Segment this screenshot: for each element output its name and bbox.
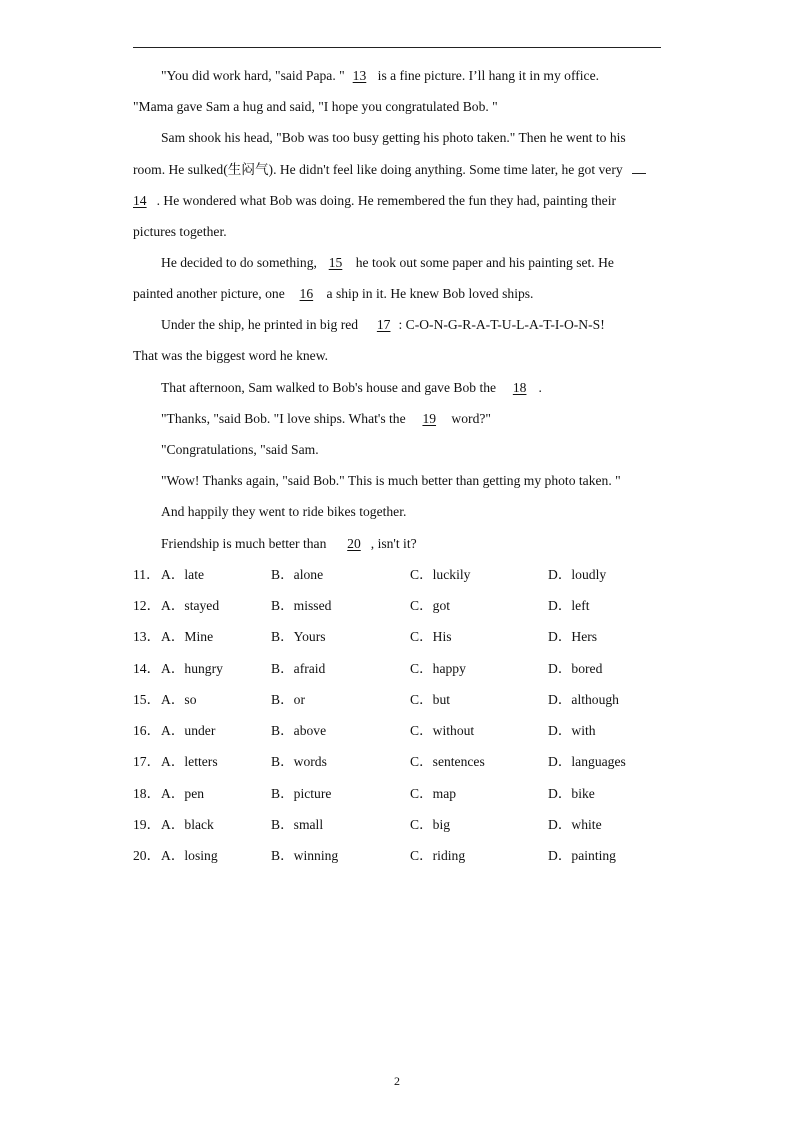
blank-14: 14 xyxy=(133,193,147,208)
question-number: 16． xyxy=(133,723,161,738)
passage-line: "Wow! Thanks again, "said Bob." This is much better than getting my photo taken. " xyxy=(161,473,621,488)
passage-line: That was the biggest word he knew. xyxy=(133,348,329,363)
option-b[interactable]: B．winning xyxy=(271,848,339,863)
question-number: 18． xyxy=(133,786,161,801)
passage-line: pictures together. xyxy=(133,224,227,239)
option-a[interactable]: A．losing xyxy=(161,848,218,863)
page-number: 2 xyxy=(394,1074,400,1088)
blank-13: 13 xyxy=(352,68,367,83)
option-d[interactable]: D．left xyxy=(548,598,590,613)
option-c[interactable]: C．happy xyxy=(410,661,466,676)
passage-line: That afternoon, Sam walked to Bob's house and gave Bob the 18 . xyxy=(161,378,663,398)
option-d[interactable]: D．bored xyxy=(548,661,603,676)
option-d[interactable]: D．loudly xyxy=(548,567,607,582)
option-a[interactable]: A．late xyxy=(161,567,205,582)
option-b[interactable]: B．Yours xyxy=(271,629,326,644)
option-b[interactable]: B．small xyxy=(271,817,324,832)
option-c[interactable]: C．His xyxy=(410,629,452,644)
question-row xyxy=(133,627,673,647)
option-c[interactable]: C．map xyxy=(410,786,457,801)
question-number: 12． xyxy=(133,598,161,613)
option-b[interactable]: B．missed xyxy=(271,598,332,613)
option-c[interactable]: C．but xyxy=(410,692,451,707)
passage-line: "You did work hard, "said Papa. " 13 is a fine picture. I’ll hang it in my office. xyxy=(161,66,663,86)
option-a[interactable]: A．black xyxy=(161,817,214,832)
question-row xyxy=(133,752,673,772)
option-a[interactable]: A．stayed xyxy=(161,598,220,613)
header-rule xyxy=(133,47,661,48)
option-b[interactable]: B．or xyxy=(271,692,305,707)
passage-line: "Congratulations, "said Sam. xyxy=(161,442,319,457)
passage-line: Friendship is much better than 20 , isn't it? xyxy=(161,534,663,554)
option-d[interactable]: D．bike xyxy=(548,786,595,801)
option-d[interactable]: D．Hers xyxy=(548,629,598,644)
question-number: 14． xyxy=(133,661,161,676)
option-b[interactable]: B．afraid xyxy=(271,661,326,676)
blank-16: 16 xyxy=(299,286,314,301)
blank-line xyxy=(632,161,646,174)
passage-line: "Thanks, "said Bob. "I love ships. What's the 19 word?" xyxy=(161,409,663,429)
blank-18: 18 xyxy=(512,380,527,395)
option-d[interactable]: D．white xyxy=(548,817,602,832)
blank-20: 20 xyxy=(347,536,361,551)
option-d[interactable]: D．languages xyxy=(548,754,626,769)
passage-line: He decided to do something, 15 he took out some paper and his painting set. He xyxy=(161,253,663,273)
question-number: 15． xyxy=(133,692,161,707)
question-row xyxy=(133,846,673,866)
question-number: 17． xyxy=(133,754,161,769)
option-b[interactable]: B．alone xyxy=(271,567,324,582)
question-row xyxy=(133,690,673,710)
option-b[interactable]: B．words xyxy=(271,754,327,769)
blank-17: 17 xyxy=(376,317,391,332)
option-c[interactable]: C．without xyxy=(410,723,475,738)
option-b[interactable]: B．above xyxy=(271,723,327,738)
option-a[interactable]: A．so xyxy=(161,692,197,707)
question-number: 20． xyxy=(133,848,161,863)
question-row xyxy=(133,721,673,741)
question-number: 13． xyxy=(133,629,161,644)
blank-19: 19 xyxy=(422,411,437,426)
passage-line: room. He sulked(生闷气). He didn't feel like doing anything. Some time later, he got very xyxy=(133,160,663,180)
option-a[interactable]: A．Mine xyxy=(161,629,214,644)
option-d[interactable]: D．painting xyxy=(548,848,616,863)
option-d[interactable]: D．with xyxy=(548,723,596,738)
question-row xyxy=(133,815,673,835)
passage-line: 14 . He wondered what Bob was doing. He remembered the fun they had, painting their xyxy=(133,191,663,211)
question-row xyxy=(133,659,673,679)
option-c[interactable]: C．sentences xyxy=(410,754,485,769)
question-row xyxy=(133,565,673,585)
passage-line: "Mama gave Sam a hug and said, "I hope you congratulated Bob. " xyxy=(133,99,498,114)
blank-15: 15 xyxy=(328,255,343,270)
option-b[interactable]: B．picture xyxy=(271,786,332,801)
option-a[interactable]: A．hungry xyxy=(161,661,223,676)
option-a[interactable]: A．pen xyxy=(161,786,205,801)
option-a[interactable]: A．under xyxy=(161,723,216,738)
option-c[interactable]: C．got xyxy=(410,598,451,613)
passage-line: And happily they went to ride bikes together. xyxy=(161,504,407,519)
question-number: 19． xyxy=(133,817,161,832)
question-row xyxy=(133,784,673,804)
question-row xyxy=(133,596,673,616)
passage-line: painted another picture, one 16 a ship in it. He knew Bob loved ships. xyxy=(133,284,663,304)
option-c[interactable]: C．big xyxy=(410,817,451,832)
question-number: 11． xyxy=(133,567,160,582)
option-c[interactable]: C．luckily xyxy=(410,567,471,582)
passage-line: Sam shook his head, "Bob was too busy getting his photo taken." Then he went to his xyxy=(161,130,626,145)
option-a[interactable]: A．letters xyxy=(161,754,218,769)
passage-line: Under the ship, he printed in big red 17 : C-O-N-G-R-A-T-U-L-A-T-I-O-N-S! xyxy=(161,315,663,335)
option-c[interactable]: C．riding xyxy=(410,848,466,863)
option-d[interactable]: D．although xyxy=(548,692,619,707)
